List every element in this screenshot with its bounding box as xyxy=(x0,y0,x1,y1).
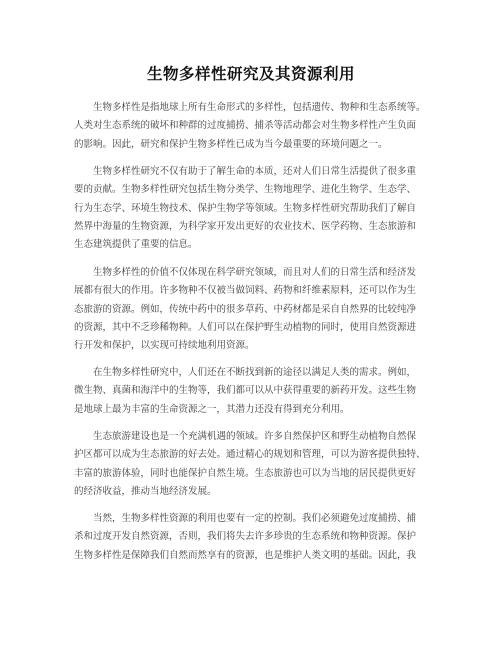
paragraph-3 xyxy=(74,264,434,355)
text-line: 展都有很大的作用。许多物种不仅被当做饲料、药物和纤维素原料，还可以作为生 xyxy=(74,285,417,297)
text-line: 丰富的旅游体验，同时也能保护自然生境。生态旅游也可以为当地的居民提供更好 xyxy=(74,467,417,479)
text-line: 生物多样性研究不仅有助于了解生命的本质，还对人们日常生活提供了很多重 xyxy=(93,166,417,177)
text-line: 态旅游的资源。例如，传统中药中的很多草药、中药材都是采自自然界的比较纯净 xyxy=(74,303,417,315)
text-line: 的经济收益，推动当地经济发展。 xyxy=(74,485,217,497)
text-line: 的影响。因此，研究和保护生物多样性已成为当今最重要的环境问题之一。 xyxy=(74,138,388,150)
text-line: 微生物、真菌和海洋中的生物等，我们都可以从中获得重要的新药开发。这些生物 xyxy=(74,385,417,397)
document-title: 生物多样性研究及其资源利用 xyxy=(146,65,355,83)
paragraph-1 xyxy=(74,99,434,154)
text-line: 行开发和保护，以实现可持续地利用资源。 xyxy=(74,340,255,352)
text-line: 生态建筑提供了重要的信息。 xyxy=(74,239,198,251)
text-line: 是地球上最为丰富的生命资源之一，其潜力还没有得到充分利用。 xyxy=(74,403,350,415)
paragraph-5 xyxy=(74,428,434,501)
text-line: 要的贡献。生物多样性研究包括生物分类学、生物地理学、进化生物学、生态学、 xyxy=(74,184,417,196)
paragraph-2 xyxy=(74,163,434,254)
text-line: 的资源，其中不乏珍稀物种。人们可以在保护野生动植物的同时，使用自然资源进 xyxy=(74,321,417,333)
text-line: 生物多样性是指地球上所有生命形式的多样性，包括遗传、物种和生态系统等。 xyxy=(93,102,426,113)
text-line: 生物多样性的价值不仅体现在科学研究领域，而且对人们的日常生活和经济发 xyxy=(93,267,417,278)
paragraph-6 xyxy=(74,510,434,565)
text-line: 在生物多样性研究中，人们还在不断找到新的途径以满足人类的需求。例如， xyxy=(93,367,417,378)
text-line: 当然，生物多样性资源的利用也要有一定的控制。我们必须避免过度捕捞、捕 xyxy=(93,513,417,524)
text-line: 护区都可以成为生态旅游的好去处。通过精心的规划和管理，可以为游客提供独特、 xyxy=(74,449,426,461)
paragraph-4 xyxy=(74,364,434,419)
text-line: 人类对生态系统的破坏和种群的过度捕捞、捕杀等活动都会对生物多样性产生负面 xyxy=(74,120,417,132)
text-line: 杀和过度开发自然资源，否则，我们将失去许多珍贵的生态系统和物种资源。保护 xyxy=(74,531,417,543)
text-line: 生物多样性是保障我们自然而然享有的资源，也是维护人类文明的基础。因此，我 xyxy=(74,549,417,561)
text-line: 然界中海量的生物资源，为科学家开发出更好的农业技术、医学药物、生态旅游和 xyxy=(74,220,417,232)
text-line: 生态旅游建设也是一个充满机遇的领域。许多自然保护区和野生动植物自然保 xyxy=(93,431,417,442)
text-line: 行为生态学、环境生物技术、保护生物学等领域。生物多样性研究帮助我们了解自 xyxy=(74,202,417,214)
